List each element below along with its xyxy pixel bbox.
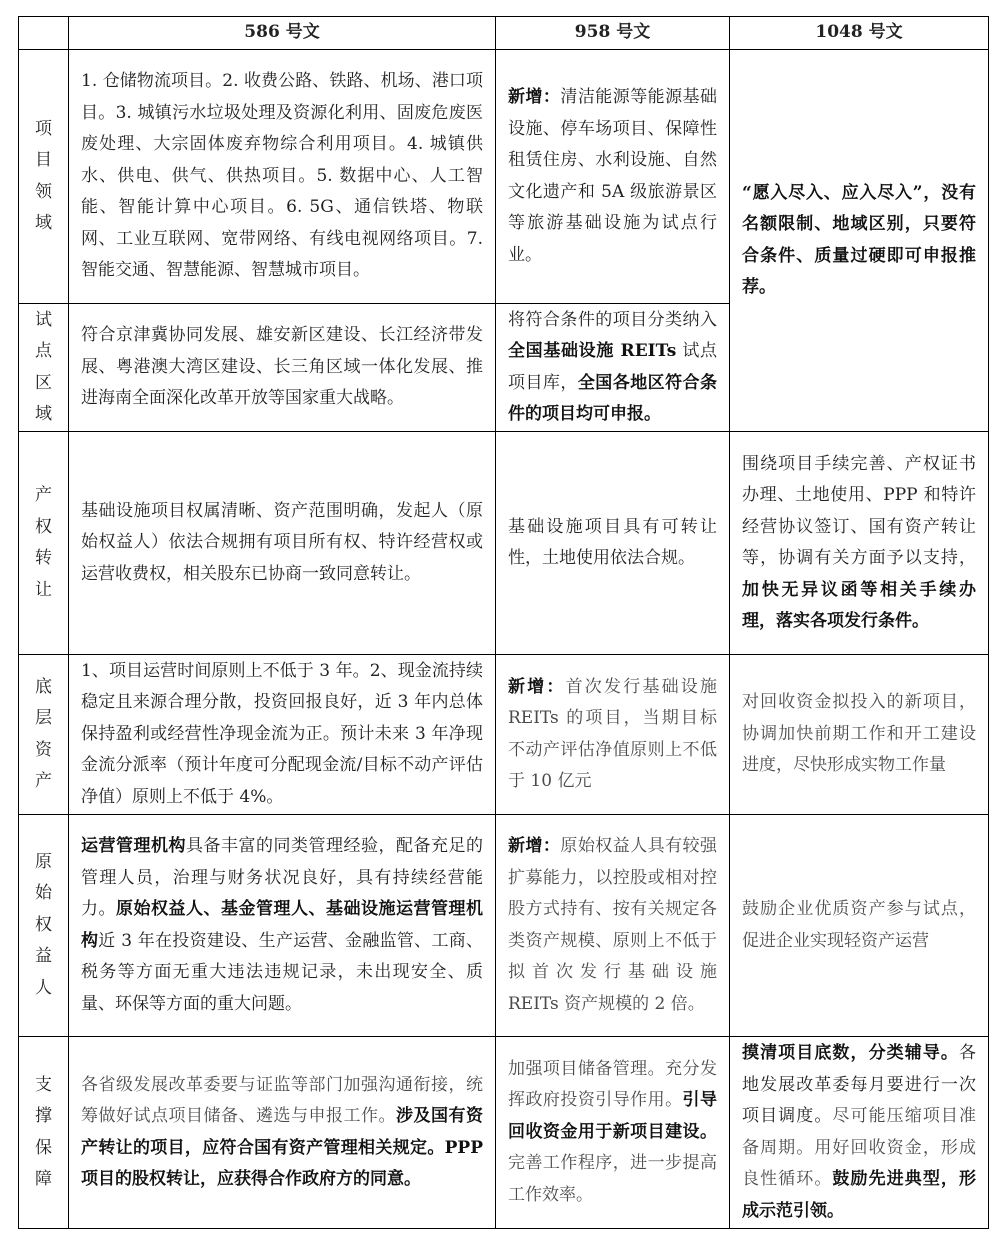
cell-586-support: 各省级发展改革委要与证监等部门加强沟通衔接，统筹做好试点项目储备、遴选与申报工作。涉及国有资产转让的项目，应符合国有资产管理相关规定。PPP 项目的股权转让，应获得合作政府方的同意。 <box>69 1037 496 1229</box>
cell-958-assets: 新增：首次发行基础设施 REITs 的项目，当期目标不动产评估净值原则上不低于 10 亿元 <box>496 655 730 815</box>
cell-586-ownership: 基础设施项目权属清晰、资产范围明确，发起人（原始权益人）依法合规拥有项目所有权、特许经营权或运营收费权，相关股东已协商一致同意转让。 <box>69 432 496 655</box>
header-blank <box>19 17 69 50</box>
row-label-pilot-area: 试 点 区 域 <box>19 304 69 432</box>
cell-958-project-field: 新增：清洁能源等能源基础设施、停车场项目、保障性租赁住房、水利设施、自然文化遗产和 5A 级旅游景区等旅游基础设施为试点行业。 <box>496 50 730 304</box>
policy-comparison-table <box>18 16 989 1229</box>
row-ownership <box>19 432 989 655</box>
row-originator <box>19 815 989 1037</box>
row-label-support: 支 撑 保 障 <box>19 1037 69 1229</box>
cell-958-support: 加强项目储备管理。充分发挥政府投资引导作用。引导回收资金用于新项目建设。完善工作程序，进一步提高工作效率。 <box>496 1037 730 1229</box>
cell-1048-project-field: “愿入尽入、应入尽入”，没有名额限制、地域区别，只要符合条件、质量过硬即可申报推荐。 <box>730 50 989 432</box>
row-support <box>19 1037 989 1229</box>
cell-1048-originator: 鼓励企业优质资产参与试点，促进企业实现轻资产运营 <box>730 815 989 1037</box>
cell-1048-support: 摸清项目底数，分类辅导。各地发展改革委每月要进行一次项目调度。尽可能压缩项目准备周期。用好回收资金，形成良性循环。鼓励先进典型，形成示范引领。 <box>730 1037 989 1229</box>
cell-586-pilot-area: 符合京津冀协同发展、雄安新区建设、长江经济带发展、粤港澳大湾区建设、长三角区域一体化发展、推进海南全面深化改革开放等国家重大战略。 <box>69 304 496 432</box>
row-label-assets: 底 层 资 产 <box>19 655 69 815</box>
cell-586-project-field: 1. 仓储物流项目。2. 收费公路、铁路、机场、港口项目。3. 城镇污水垃圾处理及资源化利用、固废危废医废处理、大宗固体废弃物综合利用项目。4. 城镇供水、供电、供气、供热项目。5. 数据中心、人工智能、智能计算中心项目。6. 5G、通信铁塔、物联网、工业互联网、宽带网络、有线电视网络项目。7. 智能交通、智慧能源、智慧城市项目。 <box>69 50 496 304</box>
header-row <box>19 17 989 50</box>
header-958: 958 号文 <box>496 17 730 50</box>
cell-958-pilot-area: 将符合条件的项目分类纳入全国基础设施 REITs 试点项目库，全国各地区符合条件的项目均可申报。 <box>496 304 730 432</box>
cell-586-assets: 1、项目运营时间原则上不低于 3 年。2、现金流持续稳定且来源合理分散，投资回报良好，近 3 年内总体保持盈利或经营性净现金流为正。预计未来 3 年净现金流分派率（预计年度可分配现金流/目标不动产评估净值）原则上不低于 4%。 <box>69 655 496 815</box>
row-label-originator: 原 始 权 益 人 <box>19 815 69 1037</box>
cell-958-ownership: 基础设施项目具有可转让性，土地使用依法合规。 <box>496 432 730 655</box>
cell-958-originator: 新增：原始权益人具有较强扩募能力，以控股或相对控股方式持有、按有关规定各类资产规模、原则上不低于拟首次发行基础设施 REITs 资产规模的 2 倍。 <box>496 815 730 1037</box>
cell-1048-ownership: 围绕项目手续完善、产权证书办理、土地使用、PPP 和特许经营协议签订、国有资产转让等，协调有关方面予以支持，加快无异议函等相关手续办理，落实各项发行条件。 <box>730 432 989 655</box>
cell-586-originator: 运营管理机构具备丰富的同类管理经验，配备充足的管理人员，治理与财务状况良好，具有持续经营能力。原始权益人、基金管理人、基础设施运营管理机构近 3 年在投资建设、生产运营、金融监管、工商、税务等方面无重大违法违规记录，未出现安全、质量、环保等方面的重大问题。 <box>69 815 496 1037</box>
row-label-ownership: 产 权 转 让 <box>19 432 69 655</box>
header-586: 586 号文 <box>69 17 496 50</box>
cell-1048-assets: 对回收资金拟投入的新项目，协调加快前期工作和开工建设进度，尽快形成实物工作量 <box>730 655 989 815</box>
row-assets <box>19 655 989 815</box>
row-project-field <box>19 50 989 304</box>
row-label-project-field: 项 目 领 域 <box>19 50 69 304</box>
header-1048: 1048 号文 <box>730 17 989 50</box>
